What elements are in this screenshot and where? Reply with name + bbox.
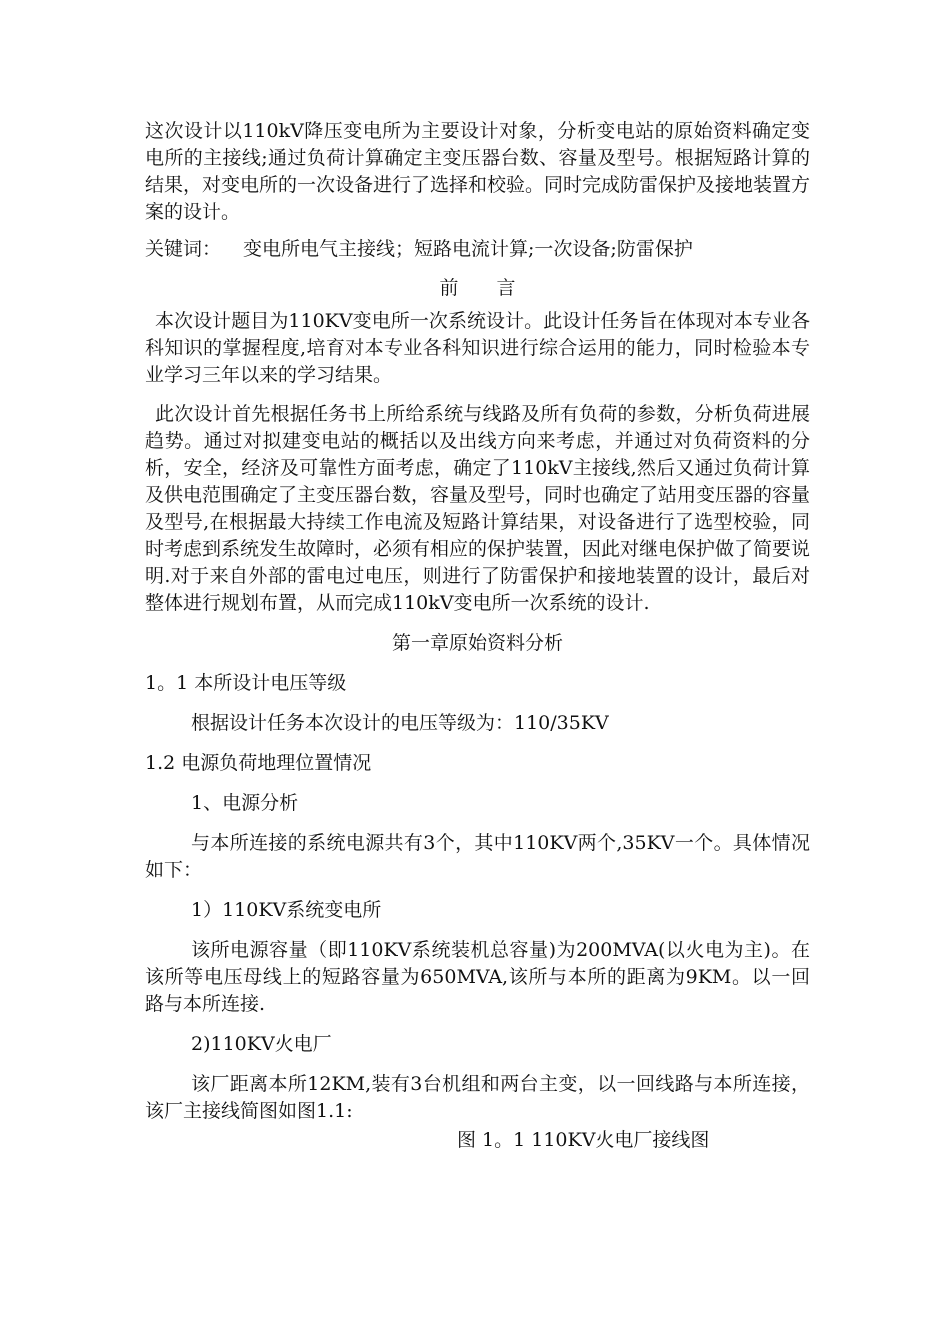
- preface-heading: [145, 275, 810, 302]
- item-2-heading: 2)110KV火电厂: [191, 1033, 332, 1055]
- keywords-line: [145, 236, 810, 263]
- item-1-body: 该所电源容量（即110KV系统装机总容量)为200MVA(以火电为主)。在该所等电压母线上的短路容量为650MVA,该所与本所的距离为9KM。以一回路与本所连接.: [145, 939, 810, 1015]
- power-analysis-body: 与本所连接的系统电源共有3个，其中110KV两个,35KV一个。具体情况如下：: [145, 832, 810, 881]
- chapter-title: 第一章原始资料分析: [391, 632, 563, 654]
- preface-paragraph-1: 本次设计题目为110KV变电所一次系统设计。此设计任务旨在体现对本专业各科知识的掌握程度,培育对本专业各科知识进行综合运用的能力，同时检验本专业学习三年以来的学习结果。: [145, 310, 810, 386]
- preface-heading-part1: 前: [439, 277, 459, 299]
- section-1-2-heading: 1.2 电源负荷地理位置情况: [145, 752, 372, 774]
- section-1-1-body: 根据设计任务本次设计的电压等级为：110/35KV: [191, 712, 609, 734]
- keywords-text: 变电所电气主接线；短路电流计算;一次设备;防雷保护: [243, 238, 693, 260]
- keywords-label: 关键词：: [145, 238, 222, 260]
- section-1-1-heading: 1。1 本所设计电压等级: [145, 672, 347, 694]
- item-2-body: 该厂距离本所12KM,装有3台机组和两台主变，以一回线路与本所连接，该厂主接线简图如图1.1:: [145, 1073, 810, 1122]
- preface-paragraph-2: 此次设计首先根据任务书上所给系统与线路及所有负荷的参数，分析负荷进展趋势。通过对拟建变电站的概括以及出线方向来考虑，并通过对负荷资料的分析，安全，经济及可靠性方面考虑，确定了110kV主接线,然后又通过负荷计算及供电范围确定了主变压器台数，容量及型号，同时也确定了站用变压器的容量及型号,在根据最大持续工作电流及短路计算结果，对设备进行了选型校验，同时考虑到系统发生故障时，必须有相应的保护装置，因此对继电保护做了简要说明.对于来自外部的雷电过电压，则进行了防雷保护和接地装置的设计，最后对整体进行规划布置，从而完成110kV变电所一次系统的设计.: [145, 403, 811, 614]
- subsection-power-analysis: 1、电源分析: [191, 792, 299, 814]
- preface-heading-part2: 言: [496, 277, 516, 299]
- figure-caption: 图 1。1 110KV火电厂接线图: [457, 1129, 710, 1151]
- abstract-paragraph: 这次设计以110kV降压变电所为主要设计对象，分析变电站的原始资料确定变电所的主接线;通过负荷计算确定主变压器台数、容量及型号。根据短路计算的结果，对变电所的一次设备进行了选择和校验。同时完成防雷保护及接地装置方案的设计。: [145, 120, 811, 223]
- document-page: [145, 118, 810, 1154]
- item-1-heading: 1）110KV系统变电所: [191, 899, 382, 921]
